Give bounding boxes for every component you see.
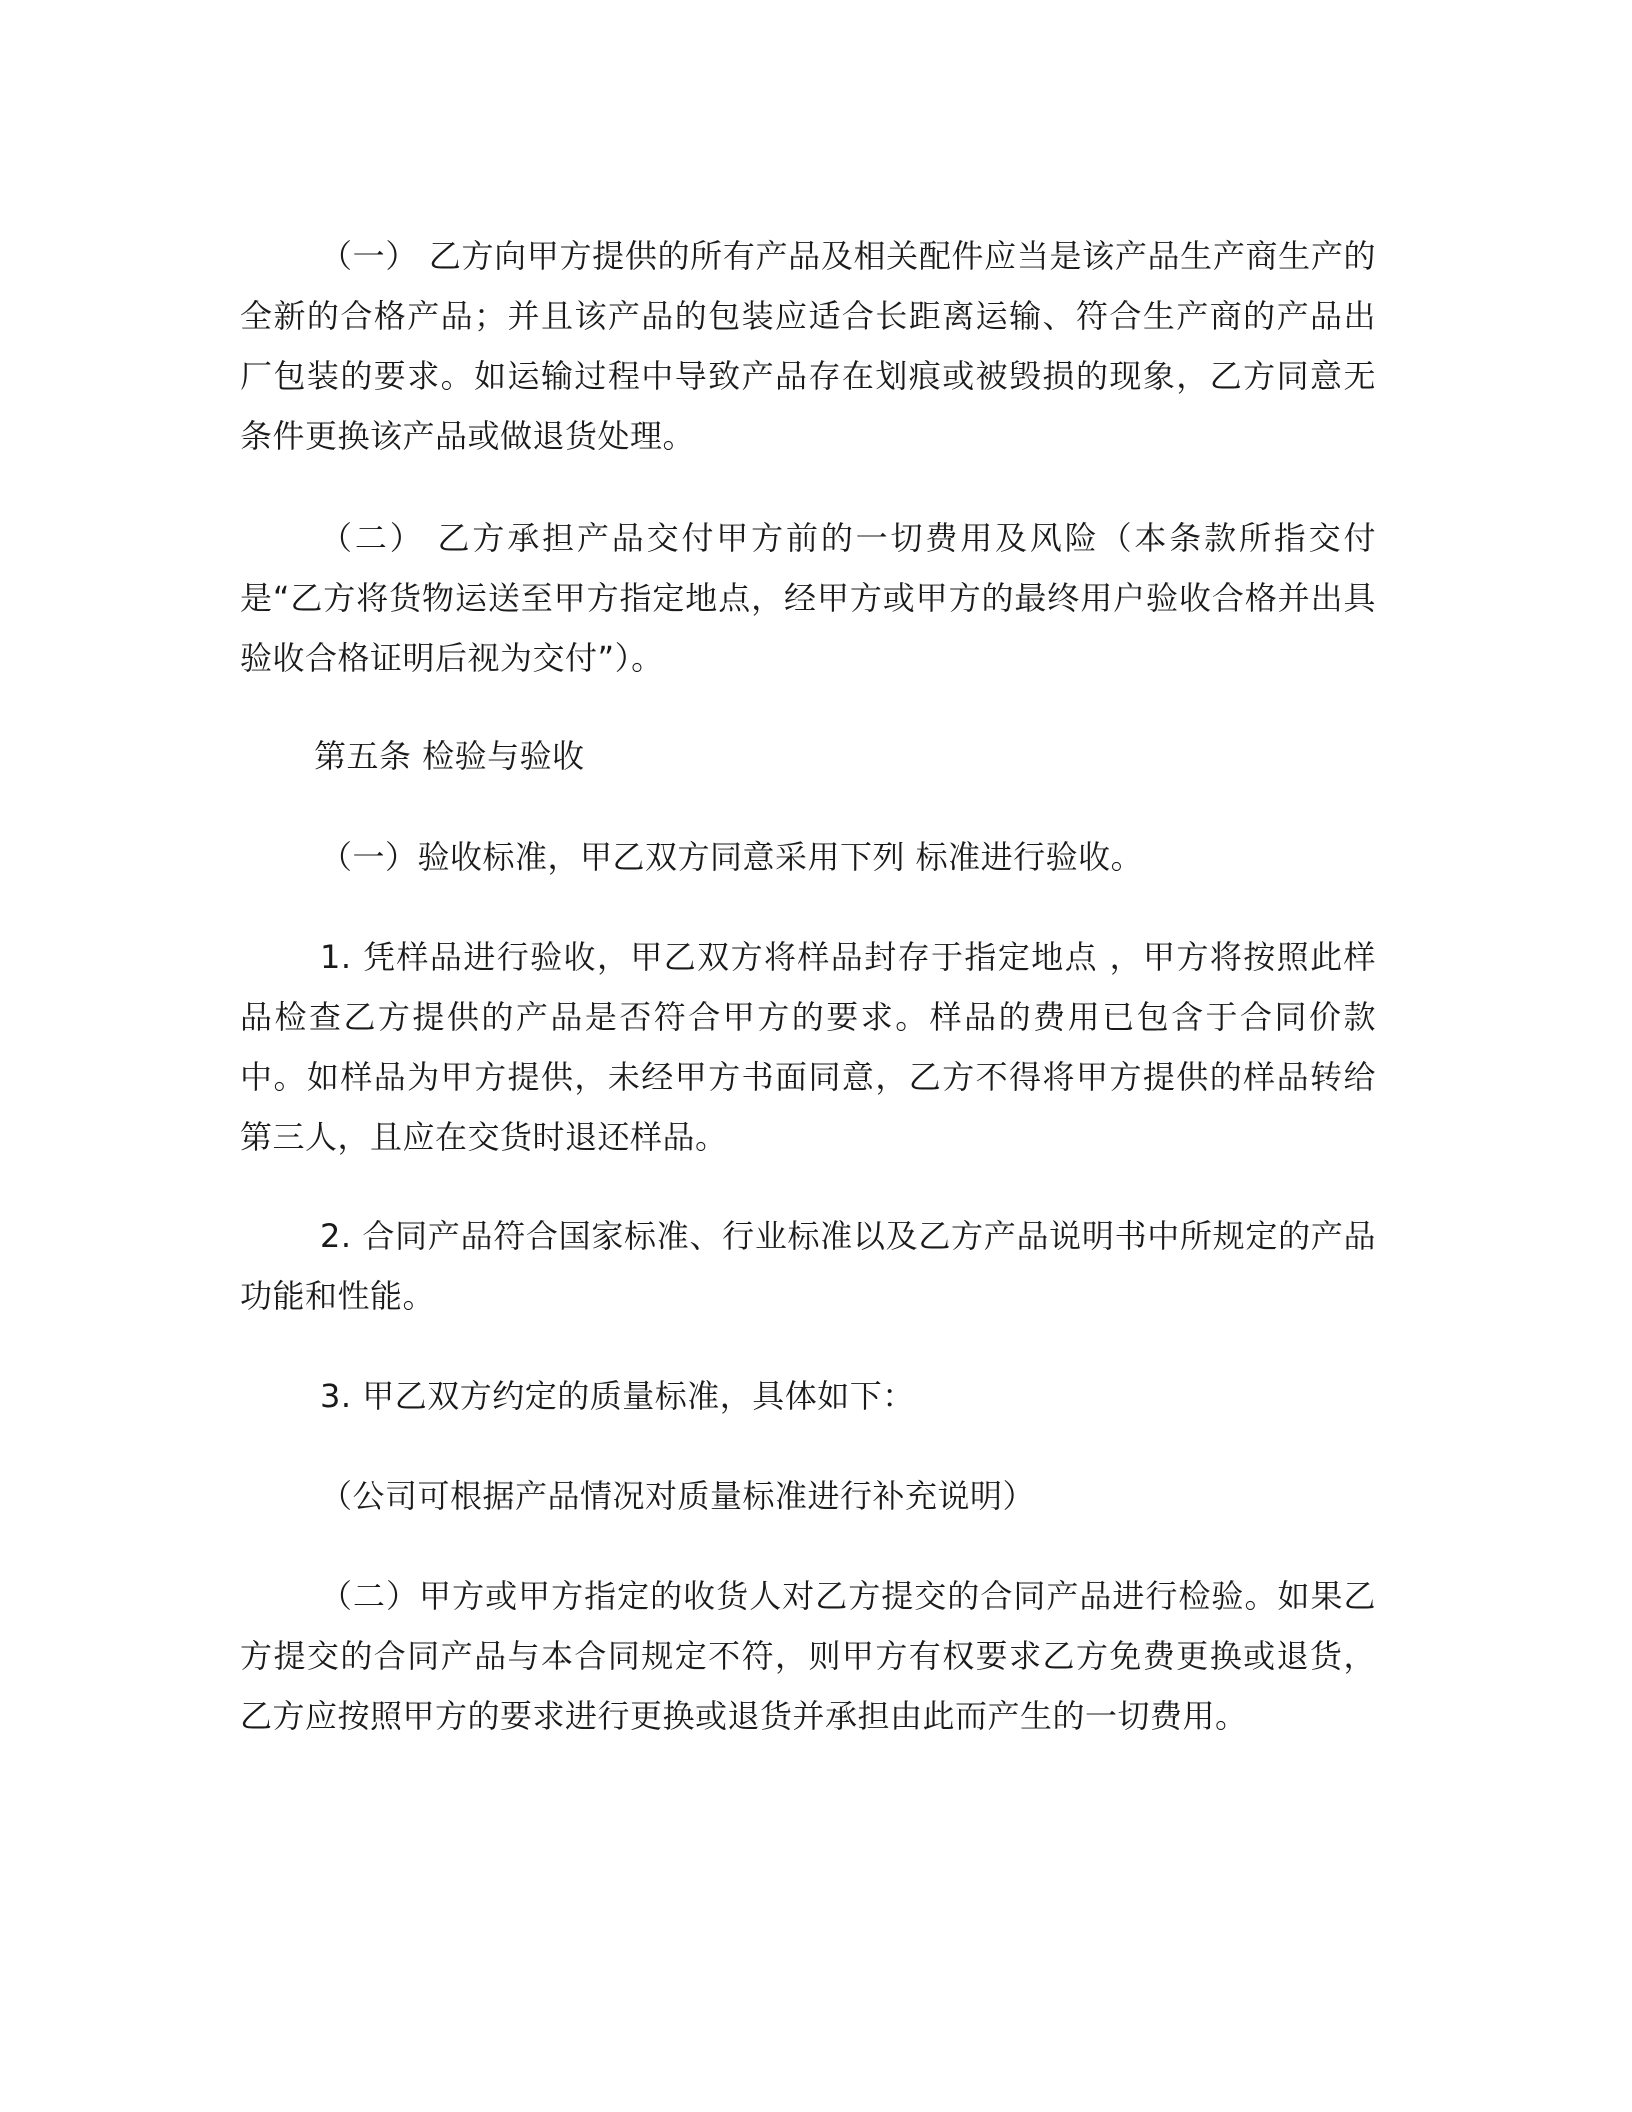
paragraph-agreed-quality: 3. 甲乙双方约定的质量标准，具体如下： [320,1377,915,1415]
paragraph-product-quality: （一） 乙方向甲方提供的所有产品及相关配件应当是该产品生产商生产的全新的合格产品；并且该产品的包装应适合长距离运输、符合生产商的产品出厂包装的要求。如运输过程中导致产品存在划痕或被毁损的现象，乙方同意无条件更换该产品或做退货处理。 [240,237,1376,455]
paragraph-delivery-risk: （二） 乙方承担产品交付甲方前的一切费用及风险（本条款所指交付是“乙方将货物运送至甲方指定地点，经甲方或甲方的最终用户验收合格并出具验收合格证明后视为交付”）。 [240,519,1376,677]
paragraph-national-standard: 2. 合同产品符合国家标准、行业标准以及乙方产品说明书中所规定的产品功能和性能。 [240,1217,1376,1315]
paragraph-acceptance-standard: （一）验收标准，甲乙双方同意采用下列 标准进行验收。 [320,838,1144,876]
paragraph-supplement-note: （公司可根据产品情况对质量标准进行补充说明） [320,1477,1036,1515]
paragraph-sample-acceptance: 1. 凭样品进行验收，甲乙双方将样品封存于指定地点 ，甲方将按照此样品检查乙方提供的产品是否符合甲方的要求。样品的费用已包含于合同价款中。如样品为甲方提供，未经甲方书面同意，乙方不得将甲方提供的样品转给第三人，且应在交货时退还样品。 [240,938,1376,1156]
section-heading-article-5: 第五条 检验与验收 [314,737,585,775]
paragraph-inspection: （二）甲方或甲方指定的收货人对乙方提交的合同产品进行检验。如果乙方提交的合同产品与本合同规定不符，则甲方有权要求乙方免费更换或退货，乙方应按照甲方的要求进行更换或退货并承担由此而产生的一切费用。 [240,1577,1376,1735]
